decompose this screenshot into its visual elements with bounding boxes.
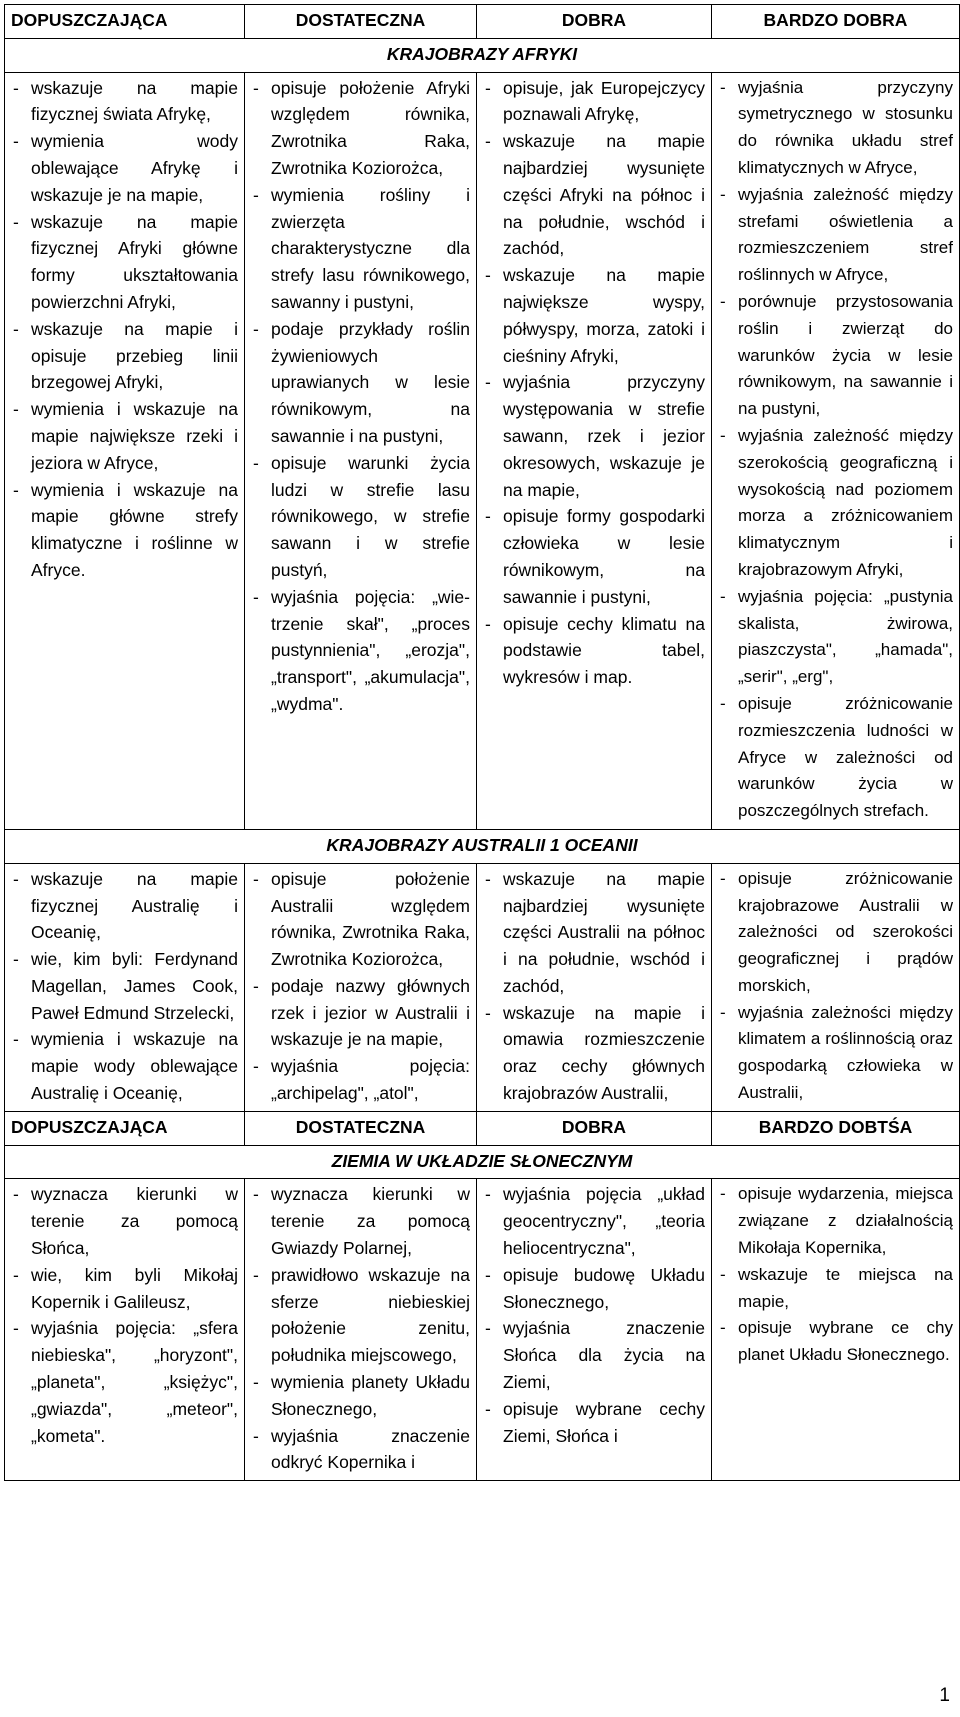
requirement-item: - wyjaśnia znaczenie Słońca dla życia na Ziemi,	[483, 1315, 705, 1395]
requirement-item: - opisuje warunki życia ludzi w strefie lasu równikowego, w strefie sawann i w strefie pustyń,	[251, 450, 470, 584]
requirement-item: - wymienia i wskazuje na mapie główne strefy klimatyczne i roślinne w Afryce.	[11, 477, 238, 584]
australia-col-bardzo-dobra	[712, 863, 960, 1111]
grade-header-row	[5, 5, 960, 39]
grade-header-bardzo-dobra: BARDZO DOBTŚA	[712, 1111, 960, 1145]
requirement-item: - opisuje wybrane ce chy planet Układu Słonecznego.	[718, 1315, 953, 1369]
document-page	[4, 4, 959, 1481]
australia-col-dostateczna	[245, 863, 477, 1111]
solar-col-dopuszczajaca	[5, 1179, 245, 1481]
requirement-item: - opisuje położenie Afryki względem równika, Zwrotnika Raka, Zwrotnika Koziorożca,	[251, 75, 470, 182]
section-content-row	[5, 1179, 960, 1481]
section-title-row	[5, 38, 960, 72]
section-title-australia: KRAJOBRAZY AUSTRALII 1 OCEANII	[5, 829, 960, 863]
solar-col-dobra	[477, 1179, 712, 1481]
grade-header-dopuszczajaca: DOPUSZCZAJĄCA	[5, 5, 245, 39]
requirement-item: - wyznacza kierunki w terenie za pomocą Słońca,	[11, 1181, 238, 1261]
requirement-item: - wymienia wody oblewające Afrykę i wskazuje je na mapie,	[11, 128, 238, 208]
requirement-item: - wie, kim byli: Ferdynand Magellan, James Cook, Paweł Edmund Strzelecki,	[11, 946, 238, 1026]
grade-header-bardzo-dobra: BARDZO DOBRA	[712, 5, 960, 39]
requirement-item: - wskazuje na mapie największe wyspy, półwyspy, morza, zatoki i cieśniny Afryki,	[483, 262, 705, 369]
grade-header-dobra: DOBRA	[477, 1111, 712, 1145]
requirement-item: - opisuje budowę Układu Słonecznego,	[483, 1262, 705, 1316]
requirement-item: - opisuje wydarzenia, miejsca związane z działalnością Mikołaja Kopernika,	[718, 1181, 953, 1261]
requirement-item: - wyjaśnia przyczyny symetrycznego w stosunku do równika układu stref klimatycznych w Afryce,	[718, 75, 953, 182]
africa-col-dopuszczajaca	[5, 72, 245, 829]
requirement-item: - wskazuje na mapie i omawia rozmieszczenie oraz cechy głównych krajobrazów Australii,	[483, 1000, 705, 1107]
solar-col-bardzo-dobra	[712, 1179, 960, 1481]
requirement-item: - podaje nazwy głównych rzek i jezior w Australii i wskazuje je na mapie,	[251, 973, 470, 1053]
grade-header-dopuszczajaca: DOPUSZCZAJĄCA	[5, 1111, 245, 1145]
requirement-item: - wyjaśnia pojęcia „układ geocentryczny", „teoria heliocentryczna",	[483, 1181, 705, 1261]
requirement-item: - wyjaśnia pojęcia: „sfera niebieska", „horyzont", „planeta", „księżyc", „gwiazda", „meteor", „kometa".	[11, 1315, 238, 1449]
australia-col-dopuszczajaca	[5, 863, 245, 1111]
requirement-item: - opisuje położenie Australii względem równika, Zwrotnika Raka, Zwrotnika Koziorożca,	[251, 866, 470, 973]
requirement-item: - opisuje zróżnicowanie rozmieszczenia ludności w Afryce w zależności od warunków życia w poszczególnych strefach.	[718, 691, 953, 825]
requirement-item: - prawidłowo wskazuje na sferze niebieskiej położenie zenitu, południka miejscowego,	[251, 1262, 470, 1369]
requirement-item: - wymienia i wskazuje na mapie największe rzeki i jeziora w Afryce,	[11, 396, 238, 476]
grade-header-row	[5, 1111, 960, 1145]
requirement-item: - wyjaśnia pojęcia: „wie-trzenie skał", „proces pustynnienia", „erozja", „transport", „akumulacja", „wydma".	[251, 584, 470, 718]
requirement-item: - wskazuje na mapie najbardziej wysunięte części Australii na północ i na południe, wschód i zachód,	[483, 866, 705, 1000]
grade-header-dostateczna: DOSTATECZNA	[245, 1111, 477, 1145]
requirement-item: - wyjaśnia zależność między szerokością geograficzną i wysokością nad poziomem morza a zróżnicowaniem klimatycznym i krajobrazowym Afryki,	[718, 423, 953, 584]
solar-col-dostateczna	[245, 1179, 477, 1481]
requirement-item: - wskazuje na mapie fizycznej świata Afrykę,	[11, 75, 238, 129]
grade-header-dobra: DOBRA	[477, 5, 712, 39]
africa-col-dobra	[477, 72, 712, 829]
requirement-item: - wskazuje na mapie fizycznej Australię i Oceanię,	[11, 866, 238, 946]
grade-header-dostateczna: DOSTATECZNA	[245, 5, 477, 39]
requirement-item: - wymienia i wskazuje na mapie wody oblewające Australię i Oceanię,	[11, 1026, 238, 1106]
requirement-item: - opisuje zróżnicowanie krajobrazowe Australii w zależności od szerokości geograficznej i prądów morskich,	[718, 866, 953, 1000]
requirement-item: - wymienia rośliny i zwierzęta charakterystyczne dla strefy lasu równikowego, sawanny i pustyni,	[251, 182, 470, 316]
requirement-item: - opisuje formy gospodarki człowieka w lesie równikowym, na sawannie i pustyni,	[483, 503, 705, 610]
requirement-item: - wie, kim byli Mikołaj Kopernik i Galileusz,	[11, 1262, 238, 1316]
requirement-item: - wyjaśnia zależność między strefami oświetlenia a rozmieszczeniem stref roślinnych w Afryce,	[718, 182, 953, 289]
requirement-item: - wyjaśnia znaczenie odkryć Kopernika i	[251, 1423, 470, 1477]
requirement-item: - wskazuje na mapie najbardziej wysunięte części Afryki na północ i na południe, wschód i zachód,	[483, 128, 705, 262]
requirement-item: - podaje przykłady roślin żywieniowych uprawianych w lesie równikowym, na sawannie i na pustyni,	[251, 316, 470, 450]
requirement-item: - opisuje cechy klimatu na podstawie tabel, wykresów i map.	[483, 611, 705, 691]
requirement-item: - wyjaśnia zależności między klimatem a roślinnością oraz gospodarką człowieka w Australii,	[718, 1000, 953, 1107]
requirement-item: - wyjaśnia przyczyny występowania w strefie sawann, rzek i jezior okresowych, wskazuje je na mapie,	[483, 369, 705, 503]
requirement-item: - porównuje przystosowania roślin i zwierząt do warunków życia w lesie równikowym, na sawannie i na pustyni,	[718, 289, 953, 423]
section-title-row	[5, 1145, 960, 1179]
section-content-row	[5, 72, 960, 829]
requirement-item: - wyznacza kierunki w terenie za pomocą Gwiazdy Polarnej,	[251, 1181, 470, 1261]
africa-col-dostateczna	[245, 72, 477, 829]
requirement-item: - wyjaśnia pojęcia: „pustynia skalista, żwirowa, piaszczysta", „hamada", „serir", „erg",	[718, 584, 953, 691]
africa-col-bardzo-dobra	[712, 72, 960, 829]
page-number: 1	[939, 1685, 950, 1706]
requirement-item: - wskazuje na mapie fizycznej Afryki główne formy ukształtowania powierzchni Afryki,	[11, 209, 238, 316]
section-content-row	[5, 863, 960, 1111]
requirement-item: - opisuje, jak Europejczycy poznawali Afrykę,	[483, 75, 705, 129]
requirements-table	[4, 4, 960, 1481]
australia-col-dobra	[477, 863, 712, 1111]
section-title-solar-system: ZIEMIA W UKŁADZIE SŁONECZNYM	[5, 1145, 960, 1179]
section-title-row	[5, 829, 960, 863]
requirement-item: - opisuje wybrane cechy Ziemi, Słońca i	[483, 1396, 705, 1450]
section-title-africa: KRAJOBRAZY AFRYKI	[5, 38, 960, 72]
requirement-item: - wyjaśnia pojęcia: „archipelag", „atol",	[251, 1053, 470, 1107]
requirement-item: - wskazuje na mapie i opisuje przebieg linii brzegowej Afryki,	[11, 316, 238, 396]
requirement-item: - wskazuje te miejsca na mapie,	[718, 1262, 953, 1316]
requirement-item: - wymienia planety Układu Słonecznego,	[251, 1369, 470, 1423]
